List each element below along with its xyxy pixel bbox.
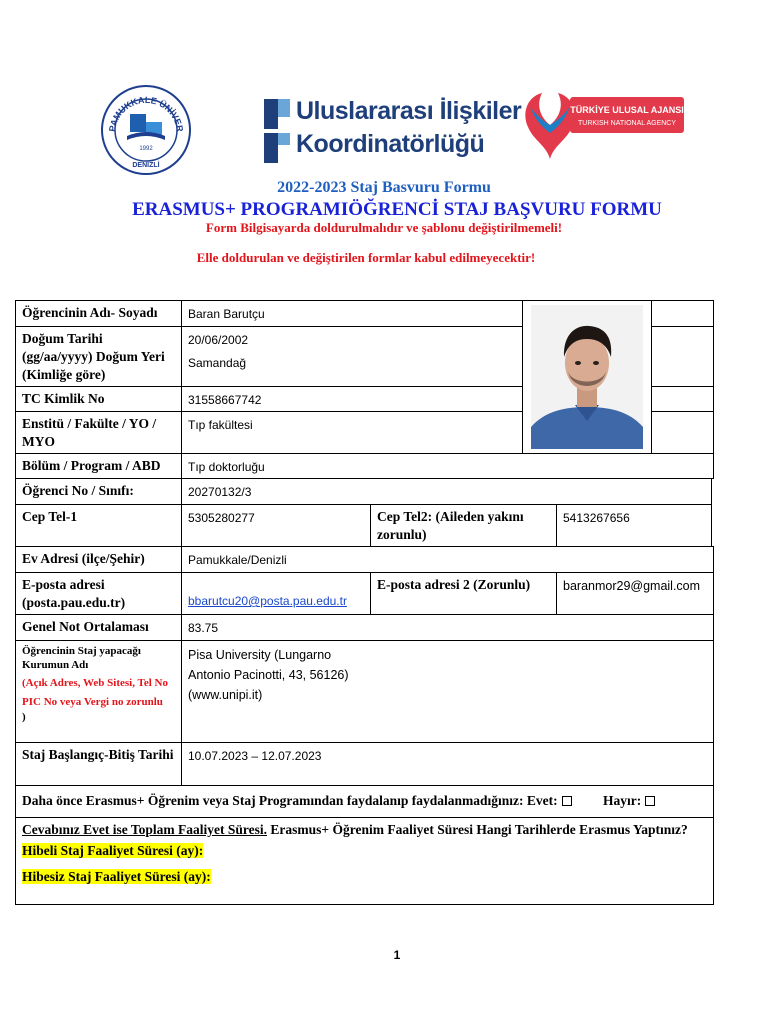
email2-label: E-posta adresi 2 (Zorunlu) — [370, 572, 557, 615]
birth-value[interactable] — [181, 326, 524, 387]
host-line3: (www.unipi.it) — [188, 688, 263, 702]
name-value[interactable]: Baran Barutçu — [181, 300, 524, 327]
prior-question: Daha önce Erasmus+ Öğrenim veya Staj Programından faydalanıp faydalanmadığınız: Evet: — [22, 793, 558, 808]
form-year-title: 2022-2023 Staj Basvuru Formu — [277, 179, 491, 196]
department-value[interactable]: Tıp doktorluğu — [181, 453, 714, 479]
name-label: Öğrencinin Adı- Soyadı — [15, 300, 182, 327]
address-label: Ev Adresi (ilçe/Şehir) — [15, 546, 182, 573]
address-value[interactable]: Pamukkale/Denizli — [181, 546, 714, 573]
host-note-pic: PIC No veya Vergi no zorunlu — [22, 696, 163, 708]
uik-line1: Uluslararası İlişkiler — [296, 97, 522, 125]
handwritten-warning: Elle doldurulan ve değiştirilen formlar kabul edilmeyecektir! — [196, 250, 536, 265]
department-label: Bölüm / Program / ABD — [15, 453, 182, 479]
host-value[interactable] — [181, 640, 714, 743]
birth-place: Samandağ — [188, 356, 247, 370]
faculty-value[interactable]: Tıp fakültesi — [181, 411, 524, 454]
faculty-extra-cell — [651, 411, 714, 454]
name-extra-cell — [651, 300, 714, 327]
gpa-label: Genel Not Ortalaması — [15, 614, 182, 641]
email1-link[interactable]: bbarutcu20@posta.pau.edu.tr — [188, 594, 347, 608]
host-note-close: ) — [22, 711, 26, 723]
student-photo — [522, 300, 652, 454]
computer-fill-warning: Form Bilgisayarda doldurulmalıdır ve şablonu değiştirilmemeli! — [205, 220, 563, 235]
duration-underlined: Cevabınız Evet ise Toplam Faaliyet Süresi. — [22, 822, 268, 837]
tc-value[interactable]: 31558667742 — [181, 386, 524, 412]
email2-value[interactable]: baranmor29@gmail.com — [556, 572, 714, 615]
page-number: 1 — [393, 948, 401, 962]
gpa-value[interactable]: 83.75 — [181, 614, 714, 641]
host-line2: Antonio Pacinotti, 43, 56126) — [188, 668, 349, 682]
dates-value[interactable]: 10.07.2023 – 12.07.2023 — [181, 742, 714, 786]
tc-extra-cell — [651, 386, 714, 412]
phone1-label: Cep Tel-1 — [15, 504, 182, 547]
birth-date: 20/06/2002 — [188, 333, 249, 347]
pau-ring-text: PAMUKKALE ÜNİVER — [107, 94, 186, 133]
pau-city: DENİZLİ — [132, 162, 160, 169]
birth-label: Doğum Tarihi (gg/aa/yyyy) Doğum Yeri (Kimliğe göre) — [15, 326, 182, 387]
phone2-label: Cep Tel2: (Aileden yakını zorunlu) — [370, 504, 557, 547]
dates-label: Staj Başlangıç-Bitiş Tarihi — [15, 742, 182, 786]
uik-line2: Koordinatörlüğü — [296, 130, 485, 158]
no-grant-duration-label: Hibesiz Staj Faaliyet Süresi (ay): — [22, 869, 211, 884]
birth-extra-cell — [651, 326, 714, 387]
tc-label: TC Kimlik No — [15, 386, 182, 412]
phone1-value[interactable]: 5305280277 — [181, 504, 371, 547]
email1-label: E-posta adresi (posta.pau.edu.tr) — [15, 572, 182, 615]
no-checkbox[interactable] — [645, 796, 655, 806]
turkish-national-agency-logo — [512, 87, 706, 165]
email1-cell — [181, 572, 371, 615]
student-no-label: Öğrenci No / Sınıfı: — [15, 478, 182, 505]
host-line1: Pisa University (Lungarno — [188, 648, 332, 662]
host-note-address: (Açık Adres, Web Sitesi, Tel No — [22, 677, 168, 689]
prior-erasmus-row — [15, 785, 714, 818]
form-main-title: ERASMUS+ PROGRAMIÖĞRENCİ STAJ BAŞVURU FORMU — [132, 199, 662, 220]
host-label-cell — [15, 640, 182, 743]
ua-line1: TÜRKİYE ULUSAL AJANSI — [570, 105, 684, 115]
duration-rest: Erasmus+ Öğrenim Faaliyet Süresi Hangi Tarihlerde Erasmus Yaptınız? — [267, 822, 688, 837]
pau-year: 1992 — [139, 146, 153, 152]
duration-cell — [15, 817, 714, 905]
phone2-value[interactable]: 5413267656 — [556, 504, 712, 547]
international-relations-logo — [262, 95, 522, 167]
grant-duration-label: Hibeli Staj Faaliyet Süresi (ay): — [22, 843, 204, 858]
host-label: Öğrencinin Staj yapacağı Kurumun Adı — [22, 645, 141, 671]
student-no-value[interactable]: 20270132/3 — [181, 478, 712, 505]
yes-checkbox[interactable] — [562, 796, 572, 806]
no-label: Hayır: — [602, 793, 642, 808]
ua-line2: TURKISH NATIONAL AGENCY — [577, 120, 677, 127]
pamukkale-university-logo — [97, 84, 195, 176]
faculty-label: Enstitü / Fakülte / YO / MYO — [15, 411, 182, 454]
